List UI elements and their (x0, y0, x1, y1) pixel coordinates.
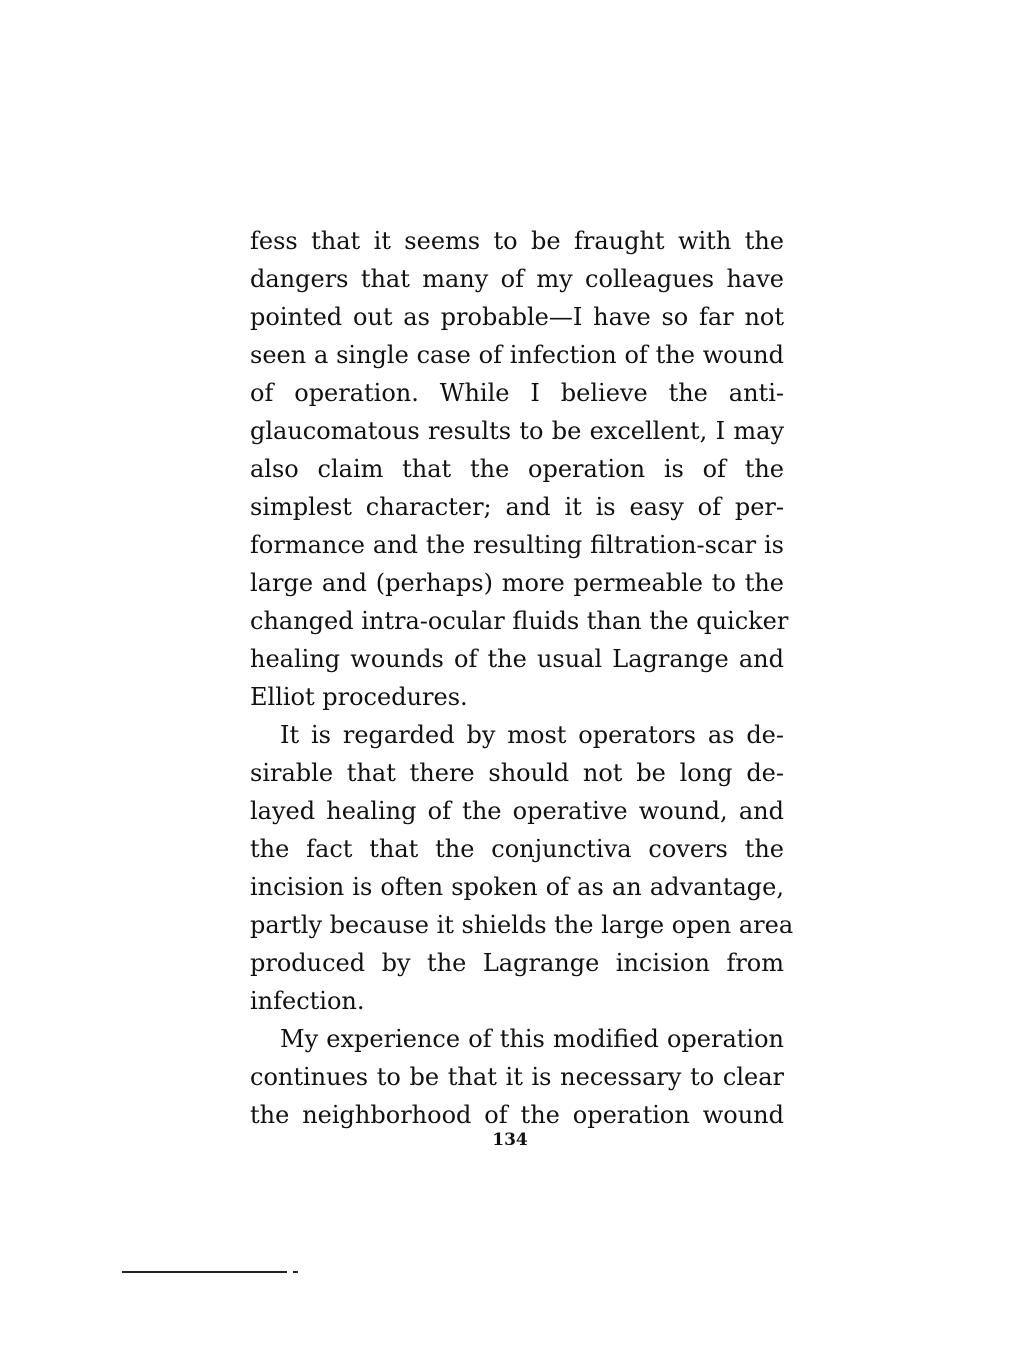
text-line: fess that it seems to be fraught with the (250, 227, 784, 255)
text-line: glaucomatous results to be excellent, I may (250, 417, 784, 445)
page-number: 134 (492, 1130, 528, 1150)
text-line: sirable that there should not be long de- (250, 759, 784, 787)
text-line: layed healing of the operative wound, and (250, 797, 784, 825)
text-line: produced by the Lagrange incision from (250, 949, 784, 977)
text-line: It is regarded by most operators as de- (280, 721, 784, 749)
text-line: dangers that many of my colleagues have (250, 265, 784, 293)
text-line: incision is often spoken of as an advantage, (250, 873, 784, 901)
text-line: formance and the resulting filtration-scar is (250, 531, 784, 559)
text-line: simplest character; and it is easy of per- (250, 493, 784, 521)
body-text (250, 222, 794, 1134)
text-line: large and (perhaps) more permeable to the (250, 569, 784, 597)
text-line: infection. (250, 987, 365, 1015)
text-line: changed intra-ocular fluids than the quicker (250, 607, 789, 635)
text-line: Elliot procedures. (250, 683, 468, 711)
text-line: the fact that the conjunctiva covers the (250, 835, 784, 863)
text-line: pointed out as probable—I have so far not (250, 303, 784, 331)
text-line: also claim that the operation is of the (250, 455, 784, 483)
footnote-rule (122, 1271, 287, 1273)
text-line: the neighborhood of the operation wound (250, 1101, 784, 1129)
text-line: of operation. While I believe the anti- (250, 379, 784, 407)
text-line: partly because it shields the large open area (250, 911, 794, 939)
text-line: My experience of this modified operation (280, 1025, 784, 1053)
text-line: continues to be that it is necessary to clear (250, 1063, 784, 1091)
text-line: seen a single case of infection of the wound (250, 341, 784, 369)
footnote-rule-tick (293, 1271, 298, 1273)
text-line: healing wounds of the usual Lagrange and (250, 645, 784, 673)
